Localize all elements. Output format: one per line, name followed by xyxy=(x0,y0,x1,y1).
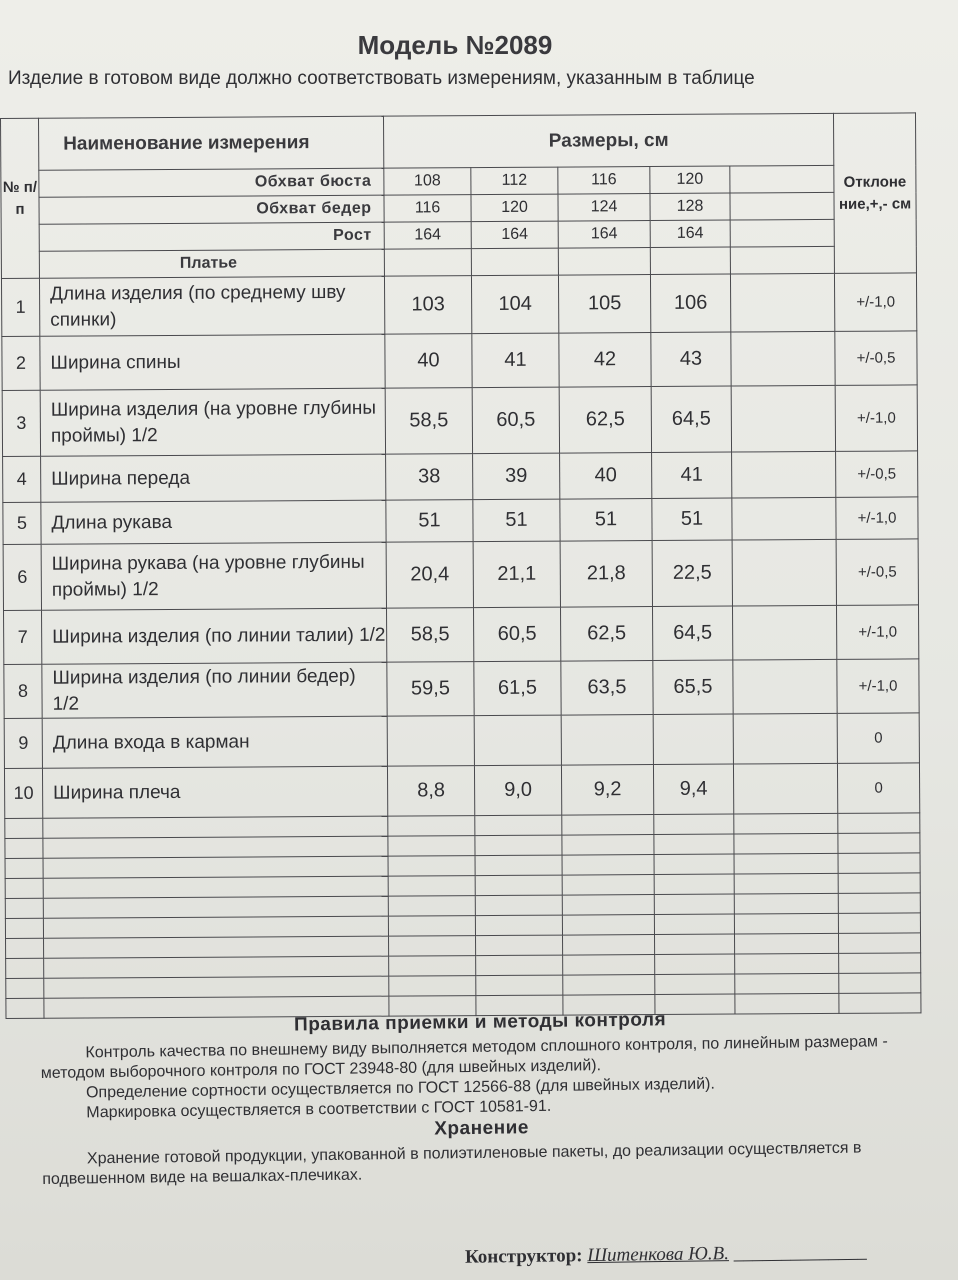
empty-cell xyxy=(43,836,388,858)
param-value xyxy=(730,219,834,247)
empty-cell xyxy=(838,833,920,854)
param-value: 116 xyxy=(384,195,471,223)
rules-paragraph: Маркировка осуществляется в соответствии с ГОСТ 10581-91. xyxy=(86,1097,552,1122)
size-value: 62,5 xyxy=(560,607,652,662)
signature-name: Шитенкова Ю.В. xyxy=(587,1243,730,1267)
measurement-table xyxy=(0,112,922,1019)
tolerance-value: +/-1,0 xyxy=(835,385,917,451)
rules-paragraph: Определение сортности осуществляется по ГОСТ 12566-88 (для швейных изделий). xyxy=(85,1075,715,1102)
row-number: 4 xyxy=(3,456,41,502)
empty-cell xyxy=(563,975,655,996)
param-label: Обхват бюста xyxy=(39,168,384,197)
size-value xyxy=(733,659,837,714)
signature-blank: ______________ xyxy=(733,1241,867,1265)
size-value: 58,5 xyxy=(387,608,474,663)
measurement-name: Ширина рукава (на уровне глубины проймы) 1/2 xyxy=(41,542,386,610)
param-value: 112 xyxy=(471,167,558,195)
empty-cell xyxy=(734,813,838,834)
col-np-header: № п/п xyxy=(1,118,40,278)
param-value: 116 xyxy=(558,167,650,195)
row-number: 3 xyxy=(2,390,40,456)
size-value: 63,5 xyxy=(561,661,653,716)
table-row xyxy=(4,713,919,769)
size-value: 9,2 xyxy=(561,765,653,816)
size-value: 9,4 xyxy=(653,764,733,814)
size-value: 60,5 xyxy=(472,387,559,454)
empty-cell xyxy=(654,874,734,894)
size-value: 42 xyxy=(559,333,651,388)
empty-cell xyxy=(43,896,388,918)
empty-cell xyxy=(44,976,389,998)
size-value: 103 xyxy=(384,276,471,335)
rules-section xyxy=(40,1006,922,1190)
size-value: 51 xyxy=(560,499,652,542)
empty-cell xyxy=(475,895,562,916)
param-value: 164 xyxy=(471,221,558,249)
size-value: 104 xyxy=(471,275,558,334)
empty-cell xyxy=(734,853,838,874)
tolerance-value: +/-1,0 xyxy=(835,273,917,331)
size-value: 59,5 xyxy=(387,662,474,717)
empty-cell xyxy=(475,835,562,856)
tolerance-value: +/-0,5 xyxy=(836,451,918,498)
size-value: 40 xyxy=(560,453,652,500)
param-value: 164 xyxy=(650,220,730,247)
empty-cell xyxy=(388,856,475,877)
empty-cell xyxy=(650,247,730,274)
row-number: 8 xyxy=(4,664,42,718)
empty-cell xyxy=(5,918,43,938)
empty-cell xyxy=(654,894,734,914)
size-value: 61,5 xyxy=(474,661,561,716)
measurement-name: Ширина плеча xyxy=(42,766,387,818)
empty-cell xyxy=(655,934,735,954)
col-name-header: Наименование измерения xyxy=(39,116,384,170)
table-row xyxy=(3,497,918,545)
size-value: 51 xyxy=(386,500,473,543)
empty-cell xyxy=(562,855,654,876)
rules-paragraph: Контроль качества по внешнему виду выполняется методом сплошного контроля, по линейным размерам - методом выборочного контроля по ГОСТ 23948-80 (для швейных изделий). xyxy=(40,1033,888,1082)
signature-label: Конструктор: xyxy=(464,1245,583,1268)
measurement-name: Ширина изделия (по линии бедер) 1/2 xyxy=(42,662,387,718)
empty-cell xyxy=(562,895,654,916)
param-value: 164 xyxy=(558,221,650,249)
measurement-name: Длина изделия (по среднему шву спинки) xyxy=(39,276,384,336)
empty-cell xyxy=(384,249,471,277)
empty-cell xyxy=(43,876,388,898)
empty-cell xyxy=(562,915,654,936)
empty-cell xyxy=(839,973,921,994)
document-subtitle: Изделие в готовом виде должно соответствовать измерениям, указанным в таблице xyxy=(8,68,755,89)
row-number: 6 xyxy=(3,544,41,610)
row-number: 9 xyxy=(4,718,42,768)
empty-cell xyxy=(43,816,388,838)
empty-cell xyxy=(43,856,388,878)
tolerance-value: +/-0,5 xyxy=(835,331,917,385)
param-value xyxy=(730,192,834,220)
empty-cell xyxy=(558,248,650,276)
row-number: 2 xyxy=(2,336,40,390)
empty-cell xyxy=(838,813,920,834)
size-value: 60,5 xyxy=(473,607,560,662)
measurement-table-wrapper xyxy=(0,112,936,1023)
empty-cell xyxy=(5,898,43,918)
param-value: 128 xyxy=(650,193,730,220)
col-sizes-header: Размеры, см xyxy=(383,113,833,168)
size-value xyxy=(732,605,836,660)
size-value xyxy=(653,714,733,764)
empty-cell xyxy=(563,935,655,956)
table-row xyxy=(2,385,917,457)
size-value: 106 xyxy=(650,274,730,332)
tolerance-value: 0 xyxy=(838,763,920,814)
size-value: 51 xyxy=(652,498,732,540)
empty-cell xyxy=(734,893,838,914)
empty-cell xyxy=(838,853,920,874)
size-value xyxy=(733,713,837,764)
size-value: 8,8 xyxy=(387,766,474,817)
empty-cell xyxy=(734,833,838,854)
document-title: Модель №2089 xyxy=(357,30,553,60)
size-value xyxy=(731,385,835,452)
param-value: 164 xyxy=(384,222,471,250)
empty-cell xyxy=(838,913,920,934)
empty-cell xyxy=(735,973,839,994)
size-value: 41 xyxy=(472,333,559,388)
size-value xyxy=(732,451,836,498)
row-number: 1 xyxy=(1,278,39,336)
empty-cell xyxy=(838,873,920,894)
empty-cell xyxy=(730,246,834,274)
empty-cell xyxy=(562,875,654,896)
garment-label: Платье xyxy=(39,249,384,278)
signature-line xyxy=(465,1241,867,1269)
empty-cell xyxy=(5,858,43,878)
size-value: 51 xyxy=(473,499,560,542)
size-value: 21,1 xyxy=(473,541,560,608)
empty-cell xyxy=(734,913,838,934)
empty-cell xyxy=(475,875,562,896)
measurement-name: Ширина изделия (на уровне глубины проймы) 1/2 xyxy=(40,388,385,456)
storage-heading: Хранение xyxy=(434,1117,530,1140)
table-row xyxy=(3,539,918,611)
empty-cell xyxy=(655,954,735,974)
size-value: 58,5 xyxy=(385,388,472,455)
tolerance-value: +/-0,5 xyxy=(836,539,918,605)
empty-cell xyxy=(475,915,562,936)
tolerance-value: +/-1,0 xyxy=(837,659,919,713)
empty-cell xyxy=(471,248,558,276)
size-value xyxy=(733,763,837,814)
empty-cell xyxy=(388,896,475,917)
row-number: 10 xyxy=(4,768,42,818)
table-row xyxy=(3,451,918,503)
empty-cell xyxy=(654,814,734,834)
row-number: 7 xyxy=(4,610,42,664)
empty-cell xyxy=(388,876,475,897)
size-value: 64,5 xyxy=(651,386,731,452)
measurement-name: Ширина спины xyxy=(40,334,385,390)
empty-cell xyxy=(476,975,563,996)
empty-cell xyxy=(839,933,921,954)
size-value: 65,5 xyxy=(653,660,733,714)
empty-cell xyxy=(654,854,734,874)
measurement-name: Длина входа в карман xyxy=(42,716,387,768)
empty-cell xyxy=(6,958,44,978)
size-value: 43 xyxy=(651,332,731,386)
param-value xyxy=(730,165,834,193)
empty-cell xyxy=(475,815,562,836)
param-label: Рост xyxy=(39,222,384,251)
empty-cell xyxy=(734,873,838,894)
empty-cell xyxy=(389,936,476,957)
empty-cell xyxy=(734,933,838,954)
empty-cell xyxy=(654,914,734,934)
table-row xyxy=(4,659,919,719)
empty-cell xyxy=(388,836,475,857)
table-row xyxy=(4,605,919,665)
empty-cell xyxy=(562,835,654,856)
empty-cell xyxy=(476,935,563,956)
empty-cell xyxy=(5,878,43,898)
measurement-name: Длина рукава xyxy=(41,500,386,544)
empty-cell xyxy=(389,956,476,977)
empty-cell xyxy=(838,893,920,914)
rules-heading: Правила приемки и методы контроля xyxy=(293,1009,667,1036)
size-value: 62,5 xyxy=(559,387,651,454)
size-value xyxy=(387,716,474,767)
measurement-name: Ширина переда xyxy=(41,454,386,502)
empty-cell xyxy=(655,974,735,994)
tolerance-value: 0 xyxy=(837,713,919,764)
empty-cell xyxy=(389,976,476,997)
param-value: 120 xyxy=(650,166,730,193)
empty-cell xyxy=(388,916,475,937)
size-value xyxy=(732,539,836,606)
empty-cell xyxy=(475,855,562,876)
size-value: 40 xyxy=(385,334,472,389)
size-value: 39 xyxy=(473,453,560,500)
empty-cell xyxy=(839,953,921,974)
empty-cell xyxy=(562,815,654,836)
size-value: 22,5 xyxy=(652,540,732,606)
empty-cell xyxy=(388,816,475,837)
size-value: 20,4 xyxy=(386,542,473,609)
table-row xyxy=(1,273,916,337)
size-value xyxy=(474,715,561,766)
size-value: 41 xyxy=(652,452,732,498)
measurement-name: Ширина изделия (по линии талии) 1/2 xyxy=(42,608,387,664)
empty-cell xyxy=(476,955,563,976)
param-value: 108 xyxy=(384,168,471,196)
empty-cell xyxy=(44,936,389,958)
empty-cell xyxy=(6,998,44,1018)
param-value: 120 xyxy=(471,194,558,222)
row-number: 5 xyxy=(3,502,41,544)
empty-cell xyxy=(6,978,44,998)
empty-cell xyxy=(654,834,734,854)
empty-cell xyxy=(563,955,655,976)
table-row xyxy=(2,331,917,391)
tolerance-value: +/-1,0 xyxy=(836,497,918,540)
param-value: 124 xyxy=(558,194,650,222)
size-value xyxy=(730,273,834,332)
col-deviation-header: Отклоне ние,+,- см xyxy=(834,113,917,273)
empty-cell xyxy=(735,953,839,974)
empty-cell xyxy=(5,838,43,858)
param-label: Обхват бедер xyxy=(39,195,384,224)
empty-cell xyxy=(44,956,389,978)
tolerance-value: +/-1,0 xyxy=(837,605,919,659)
size-value: 9,0 xyxy=(474,765,561,816)
empty-cell xyxy=(6,938,44,958)
empty-cell xyxy=(5,818,43,838)
size-value xyxy=(561,715,653,766)
size-value: 21,8 xyxy=(560,541,652,608)
storage-paragraph: Хранение готовой продукции, упакованной в полиэтиленовые пакеты, до реализации осуществляется в подвешенном виде на вешалках-плечиках. xyxy=(42,1139,862,1188)
size-value: 105 xyxy=(558,275,650,334)
empty-cell xyxy=(43,916,388,938)
size-value: 64,5 xyxy=(652,606,732,660)
size-value xyxy=(732,497,836,540)
size-value: 38 xyxy=(386,454,473,501)
table-row xyxy=(4,763,919,819)
size-value xyxy=(731,331,835,386)
header-row xyxy=(1,113,916,171)
